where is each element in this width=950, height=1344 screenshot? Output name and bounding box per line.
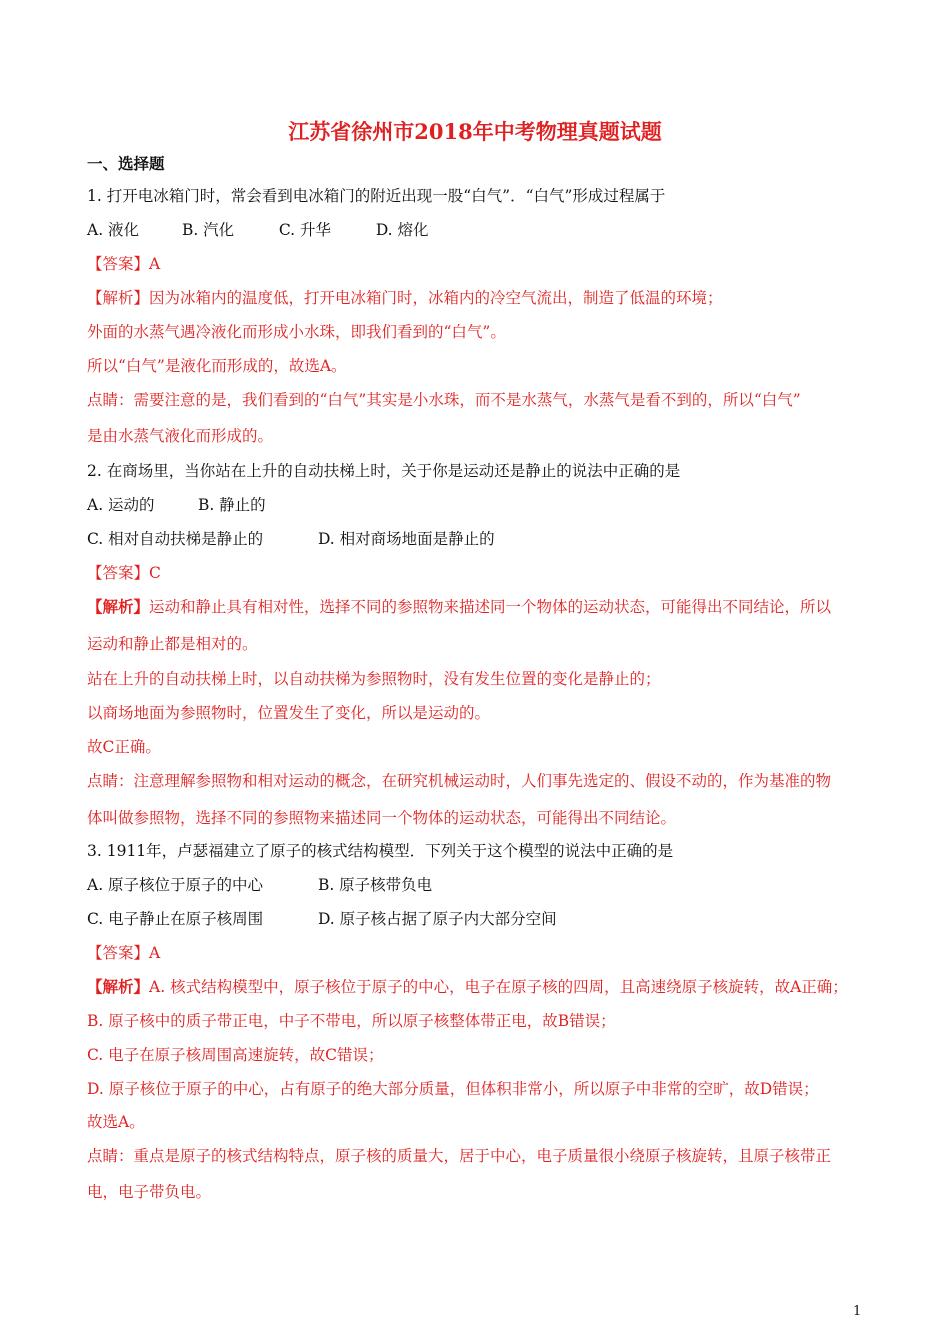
q1-tip: 点睛：需要注意的是，我们看到的“白气”其实是小水珠，而不是水蒸气，水蒸气是看不到的，所以“白气” <box>87 391 801 409</box>
q3-options-row2 <box>87 909 557 929</box>
q2-option-a: A. 运动的 <box>87 496 155 514</box>
q1-option-b: B. 汽化 <box>181 221 235 239</box>
q3-option-a: A. 原子核位于原子的中心 <box>87 876 264 894</box>
q2-tip: 体叫做参照物，选择不同的参照物来描述同一个物体的运动状态，可能得出不同结论。 <box>87 809 677 827</box>
page-title: 江苏省徐州市2018年中考物理真题试题 <box>288 119 662 144</box>
q1-analysis-line: 【解析】因为冰箱内的温度低，打开电冰箱门时，冰箱内的冷空气流出，制造了低温的环境； <box>87 289 723 307</box>
q3-stem: 3. 1911年，卢瑟福建立了原子的核式结构模型．下列关于这个模型的说法中正确的是 <box>87 842 674 860</box>
q3-tip: 点睛：重点是原子的核式结构特点，原子核的质量大，居于中心，电子质量很小绕原子核旋转，且原子核带正 <box>87 1147 832 1165</box>
q2-analysis-line: 运动和静止都是相对的。 <box>87 635 258 653</box>
q2-analysis-line: 【解析】运动和静止具有相对性，选择不同的参照物来描述同一个物体的运动状态，可能得出不同结论，所以 <box>87 597 832 616</box>
q1-analysis-line: 所以“白气”是液化而形成的，故选A。 <box>87 357 347 375</box>
q2-analysis-line: 站在上升的自动扶梯上时，以自动扶梯为参照物时，没有发生位置的变化是静止的； <box>87 670 661 688</box>
q3-option-c: C. 电子静止在原子核周围 <box>87 910 264 928</box>
q2-analysis-line: 故C正确。 <box>87 738 161 756</box>
q3-options-row1 <box>87 875 432 895</box>
q3-analysis-line: 【解析】A. 核式结构模型中，原子核位于原子的中心，电子在原子核的四周，且高速绕原子核旋转，故A正确； <box>87 977 848 996</box>
q2-answer: 【答案】C <box>87 564 161 582</box>
section-heading: 一、选择题 <box>87 154 165 173</box>
q3-analysis-line: D. 原子核位于原子的中心，占有原子的绝大部分质量，但体积非常小，所以原子中非常的空旷，故D错误； <box>87 1080 819 1098</box>
q3-option-d: D. 原子核占据了原子内大部分空间 <box>317 910 557 928</box>
q2-analysis-line: 以商场地面为参照物时，位置发生了变化，所以是运动的。 <box>87 704 491 722</box>
q3-answer: 【答案】A <box>87 944 161 962</box>
q3-tip: 电，电子带负电。 <box>87 1183 212 1201</box>
q2-option-c: C. 相对自动扶梯是静止的 <box>87 530 264 548</box>
q1-stem: 1. 打开电冰箱门时，常会看到电冰箱门的附近出现一股“白气”．“白气”形成过程属于 <box>87 187 666 205</box>
q2-tip: 点睛：注意理解参照物和相对运动的概念，在研究机械运动时，人们事先选定的、假设不动的，作为基准的物 <box>87 772 832 790</box>
q3-analysis-line: B. 原子核中的质子带正电，中子不带电，所以原子核整体带正电，故B错误； <box>87 1012 616 1030</box>
q1-option-c: C. 升华 <box>278 221 332 239</box>
q2-stem: 2. 在商场里，当你站在上升的自动扶梯上时，关于你是运动还是静止的说法中正确的是 <box>87 462 681 480</box>
q1-analysis-line: 外面的水蒸气遇冷液化而形成小水珠，即我们看到的“白气”。 <box>87 323 506 341</box>
q1-option-a: A. 液化 <box>87 221 140 239</box>
q2-options-row2 <box>87 529 495 549</box>
q2-option-b: B. 静止的 <box>197 496 266 514</box>
q1-options <box>87 220 429 240</box>
q1-tip: 是由水蒸气液化而形成的。 <box>87 427 274 445</box>
q3-option-b: B. 原子核带负电 <box>317 876 433 894</box>
q2-option-d: D. 相对商场地面是静止的 <box>317 530 495 548</box>
q2-analysis-label: 【解析】 <box>87 597 150 616</box>
q3-analysis-line: C. 电子在原子核周围高速旋转，故C错误； <box>87 1046 384 1064</box>
q2-options-row1 <box>87 495 266 515</box>
q1-answer: 【答案】A <box>87 255 161 273</box>
q3-analysis-line: 故选A。 <box>87 1113 145 1131</box>
page-number: 1 <box>853 1304 862 1319</box>
q3-analysis-label: 【解析】 <box>87 977 150 996</box>
q1-analysis-label: 【解析】 <box>87 289 150 307</box>
q1-option-d: D. 熔化 <box>375 221 429 239</box>
